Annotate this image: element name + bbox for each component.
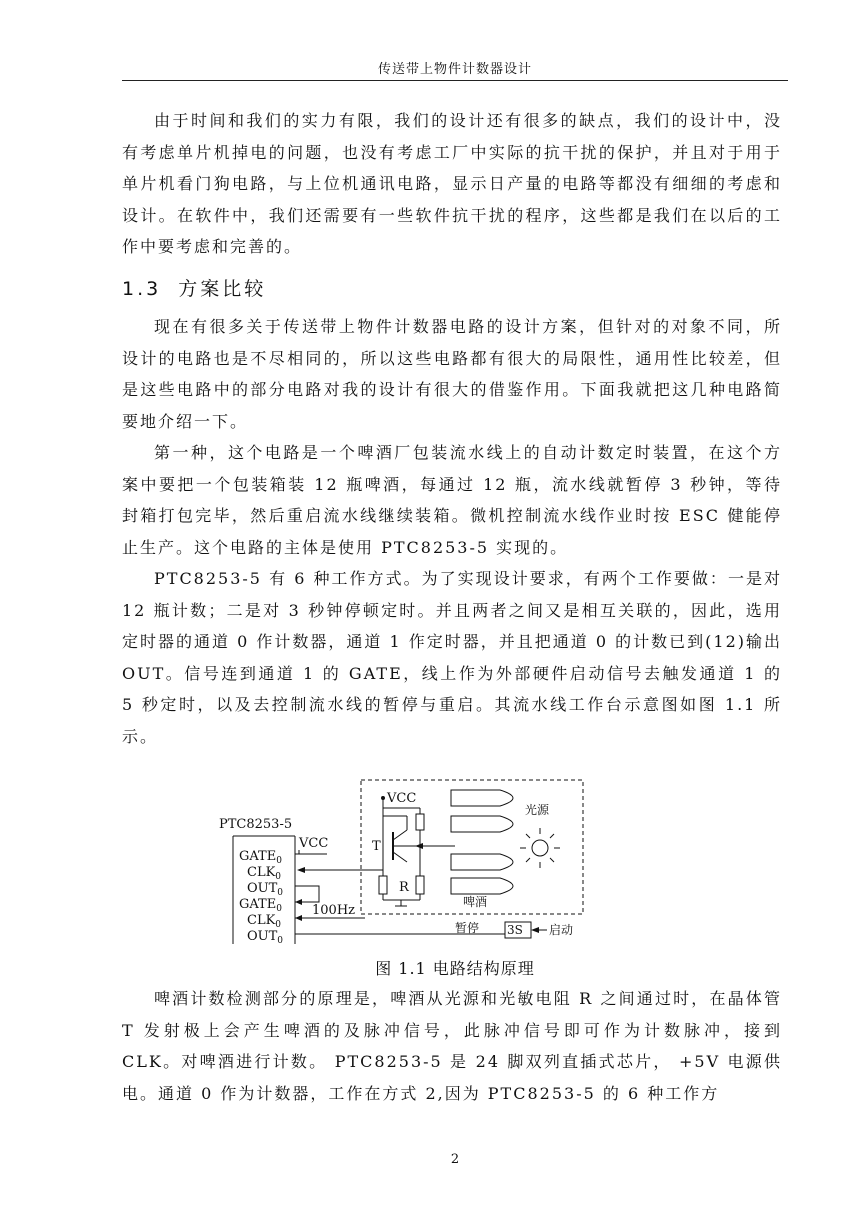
figure-caption: 图 1.1 电路结构原理 — [375, 959, 535, 978]
light-source-label: 光源 — [525, 803, 550, 817]
header-rule — [122, 80, 788, 81]
svg-text:GATE0: $GATE_0$ — [239, 849, 282, 866]
chip-pin — [247, 913, 281, 930]
running-header: 传送带上物件计数器设计 — [377, 62, 532, 77]
section-heading — [122, 274, 266, 301]
chip-pin — [239, 849, 282, 866]
circuit-figure — [215, 776, 595, 951]
paragraph-block-mid — [122, 311, 782, 752]
resistor-right — [416, 876, 424, 894]
beer-bottle-icon — [451, 790, 513, 806]
photo-resistor-top — [416, 814, 424, 830]
beer-bottle-icon — [451, 816, 513, 832]
3s-label: 3S — [507, 923, 523, 937]
light-arrow — [415, 843, 423, 849]
svg-text:CLK0: $CLK_0$ — [247, 913, 282, 930]
start-arrow — [531, 927, 539, 933]
100hz-label: 100Hz — [312, 903, 355, 918]
paragraph: 现在有很多关于传送带上物件计数器电路的设计方案，但针对的对象不同，所设计的电路也是不尽相同的，所以这些电路都有很大的局限性，通用性比较差，但是这些电路中的部分电路对我的设计有很大的借鉴作用。下面我就把这几种电路简要地介绍一下。 — [122, 317, 782, 431]
paragraph: PTC8253-5 有 6 种工作方式。为了实现设计要求，有两个工作要做：一是对 12 瓶计数；二是对 3 秒钟停顿定时。并且两者之间又是相互关联的，因此，选用定时器的通道 0 作计数器，通道 1 作定时器，并且把通道 0 的计数已到(12)输出 OUT。信号连到通道 1 的 GATE，线上作为外部硬件启动信号去触发通道 1 的 5 秒定时，以及去控制流水线的暂停与重启。其流水线工作台示意图如图 1.1 所示。 — [122, 569, 782, 746]
paragraph-block-bottom — [122, 983, 782, 1109]
resistor-left — [379, 876, 387, 894]
beer-bottle-icon — [451, 878, 513, 894]
chip-name-label: PTC8253-5 — [219, 817, 293, 832]
transistor-emitter — [393, 852, 407, 862]
start-label: 启动 — [549, 923, 574, 937]
section-number: 1.3 — [122, 278, 162, 300]
chip-pin — [239, 897, 282, 914]
vcc-top-label: VCC — [387, 791, 417, 806]
paragraph: 第一种，这个电路是一个啤酒厂包装流水线上的自动计数定时装置，在这个方案中要把一个包装箱装 12 瓶啤酒，每通过 12 瓶，流水线就暂停 3 秒钟，等待封箱打包完毕，然后重启流水线继续装箱。微机控制流水线作业时按 ESC 健能停止生产。这个电路的主体是使用 PTC8253-5 实现的。 — [122, 443, 782, 557]
out0-gate1-loop — [295, 886, 319, 902]
section-title: 方案比较 — [178, 278, 267, 300]
clk0-arrow — [297, 867, 305, 873]
pause-label: 暂停 — [455, 921, 480, 935]
chip-pin — [247, 865, 281, 882]
beer-bottle-icon — [451, 854, 513, 870]
gate1-arrow — [295, 899, 302, 905]
transistor-label: T — [372, 839, 381, 854]
clk1-arrow — [295, 915, 302, 921]
paragraph-block-top — [122, 105, 782, 263]
resistor-label: R — [399, 880, 409, 895]
paragraph: 啤酒计数检测部分的原理是，啤酒从光源和光敏电阻 R 之间通过时，在晶体管 T 发射极上会产生啤酒的及脉冲信号，此脉冲信号即可作为计数脉冲，接到 CLK。对啤酒进行计数。 PTC8253-5 是 24 脚双列直插式芯片， +5V 电源供电。通道 0 作为计数器，工作在方式 2,因为 PTC8253-5 的 6 种工作方 — [122, 989, 782, 1103]
svg-text:GATE0: $GATE_0$ — [239, 897, 282, 914]
transistor-collector — [393, 830, 407, 840]
chip-pin — [247, 881, 283, 898]
svg-text:OUT0: $OUT_0$ — [247, 881, 284, 898]
page-number: 2 — [450, 1152, 460, 1167]
vcc-left-label: VCC — [299, 836, 329, 851]
paragraph: 由于时间和我们的实力有限，我们的设计还有很多的缺点，我们的设计中，没有考虑单片机掉电的问题，也没有考虑工厂中实际的抗干扰的保护，并且对于用于单片机看门狗电路，与上位机通讯电路，显示日产量的电路等都没有细细的考虑和设计。在软件中，我们还需要有一些软件抗干扰的程序，这些都是我们在以后的工作中要考虑和完善的。 — [122, 111, 782, 256]
svg-text:CLK0: $CLK_0$ — [247, 865, 282, 882]
svg-text:OUT0: $OUT_0$ — [247, 929, 284, 946]
light-source-icon — [520, 828, 560, 868]
beer-label: 啤酒 — [463, 895, 488, 909]
chip-pin — [247, 929, 283, 946]
